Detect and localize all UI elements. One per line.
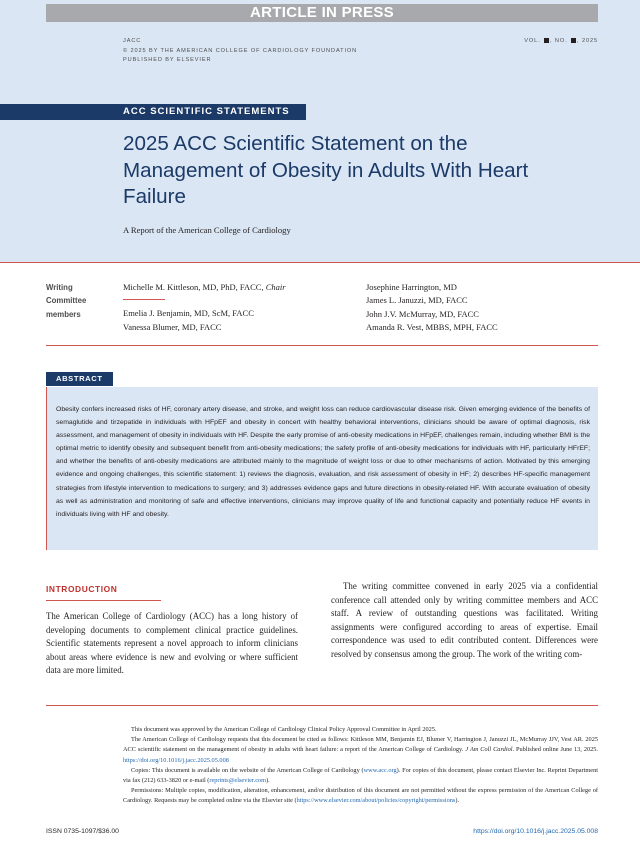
volume-year: , 2025 <box>577 38 598 44</box>
chair-entry <box>123 281 286 294</box>
introduction-heading: INTRODUCTION <box>46 584 118 594</box>
committee-member: Emelia J. Benjamin, MD, ScM, FACC <box>123 308 254 319</box>
reprints-email-link[interactable]: reprints@elsevier.com <box>209 777 267 785</box>
journal-copyright: © 2025 BY THE AMERICAN COLLEGE OF CARDIOLOGY FOUNDATION <box>123 47 358 54</box>
committee-label-line: Committee <box>46 296 87 306</box>
committee-member: Amanda R. Vest, MBBS, MPH, FACC <box>366 322 498 333</box>
footnotes <box>123 725 598 807</box>
committee-member: Vanessa Blumer, MD, FACC <box>123 321 222 332</box>
permissions-link[interactable]: https://www.elsevier.com/about/policies/copyright/permissions <box>296 797 456 805</box>
introduction-paragraph-left: The American College of Cardiology (ACC) has a long history of developing documents to complement clinical practice guidelines. Scientific statements represent a novel approach to inform clinicians about areas where evidence is new and evolving or where sufficient data are more limited. <box>46 611 298 676</box>
chair-name: Michelle M. Kittleson, MD, PhD, FACC, <box>123 282 266 292</box>
committee-label-line: Writing <box>46 283 73 292</box>
journal-publisher: PUBLISHED BY ELSEVIER <box>123 57 212 64</box>
committee-member: James L. Januzzi, MD, FACC <box>366 295 468 306</box>
number-placeholder-square <box>571 38 576 43</box>
header-divider <box>0 262 640 263</box>
committee-column-2 <box>366 281 498 335</box>
citation-published: . Published online June 13, 2025. <box>512 746 598 754</box>
committee-member: John J.V. McMurray, MD, FACC <box>366 308 479 319</box>
abstract-text: Obesity confers increased risks of HF, coronary artery disease, and stroke, and weight loss can reduce cardiovascular disease risk. Given emerging evidence of the benefits of semaglutide and tirzepatide in individuals with HFpEF and obesity in concert with healthy behavioral interventions, clinicians should be aware of optimal diagnosis, risk assessment, and management of obesity in individuals with HF. Despite the early promise of anti-obesity medications in HFpEF, challenges remain, including whether BMI is the optimal metric to identify obesity and subsequent benefit from anti-obesity medications; the safety profile of anti-obesity medications for individuals with HF, particularly HFrEF; and whether the benefits of anti-obesity medications are attributed mainly to the magnitude of weight loss or due to other mechanisms of action. Motivated by this emerging evidence and ongoing challenges, this scientific statement: 1) reviews the diagnosis, evaluation, and risk assessment of obesity in HF; 2) describes HF-specific management strategies from lifestyle intervention to medications to surgery; and 3) addresses evidence gaps and future directions in obesity-related HF. With accurate evaluation of obesity as well as administration and monitoring of safe and effective interventions, clinicians may improve quality of life and functional capacity and potentially reduce HF events in individuals living with HF and obesity. <box>56 406 590 518</box>
doi-link[interactable]: https://doi.org/10.1016/j.jacc.2025.05.008 <box>473 828 598 835</box>
article-subtitle: A Report of the American College of Cardiology <box>123 225 291 235</box>
volume-placeholder-square <box>544 38 549 43</box>
acc-website-link[interactable]: www.acc.org <box>363 766 397 774</box>
copies-text-mid: ). For copies of this document, please contact Elsevier Inc. Reprint Department via fax (212) 633-3820 or e-mail ( <box>123 766 598 785</box>
abstract-box <box>46 387 598 550</box>
committee-column-1 <box>123 281 286 334</box>
abstract-label: ABSTRACT <box>46 372 113 386</box>
citation-text: The American College of Cardiology requests that this document be cited as follows: Kittleson MM, Benjamin EJ, Blumer V, Harrington J, Januzzi JL, McMurray JJV, Vest AR. 2025 ACC scientific statement on the management of obesity in adults with heart failure: a report of the American College of Cardiology. <box>123 736 598 754</box>
committee-label-line: members <box>46 309 81 319</box>
footnote-divider <box>46 705 598 706</box>
permissions-text-end: ). <box>455 797 460 805</box>
section-label: ACC SCIENTIFIC STATEMENTS <box>123 106 290 117</box>
journal-meta <box>123 37 357 66</box>
article-header <box>0 0 640 262</box>
citation-journal: J Am Coll Cardiol <box>465 746 513 754</box>
introduction-underline <box>46 600 161 601</box>
committee-divider <box>46 345 598 346</box>
volume-line <box>524 37 598 47</box>
issn-line: ISSN 0735-1097/$36.00 <box>46 828 119 835</box>
committee-member: Josephine Harrington, MD <box>366 282 457 292</box>
chair-role: Chair <box>265 282 286 292</box>
chair-divider <box>123 299 165 300</box>
number-label: , NO. <box>550 38 568 44</box>
copies-text: Copies: This document is available on the website of the American College of Cardiology ( <box>131 766 364 774</box>
copies-note <box>123 766 598 786</box>
committee-label <box>46 281 86 321</box>
article-title: 2025 ACC Scientific Statement on the Management of Obesity in Adults With Heart Failure <box>123 132 529 208</box>
article-in-press-banner: ARTICLE IN PRESS <box>46 4 598 22</box>
permissions-note <box>123 786 598 806</box>
citation-doi-link[interactable]: https://doi.org/10.1016/j.jacc.2025.05.008 <box>123 756 229 764</box>
section-label-bar <box>0 104 306 120</box>
journal-name: JACC <box>123 38 142 44</box>
volume-label: VOL. <box>524 38 541 44</box>
introduction-paragraph-right: The writing committee convened in early 2025 via a confidential conference call attended only by writing committee members and ACC staff. A review of outstanding questions was facilitated. Writing assignments were configured according to areas of expertise. Email correspondence was used to edit contributed content. Differences were resolved by consensus among the group. The work of the writing com- <box>331 581 598 659</box>
copies-text-end: ). <box>266 777 270 785</box>
approval-note: This document was approved by the American College of Cardiology Clinical Policy Approval Committee in April 2025. <box>131 726 437 733</box>
permissions-text: Permissions: Multiple copies, modification, alteration, enhancement, and/or distribution of this document are not permitted without the express permission of the American College of Cardiology. Requests may be completed online via the Elsevier site ( <box>123 787 598 805</box>
citation-note <box>123 735 598 766</box>
